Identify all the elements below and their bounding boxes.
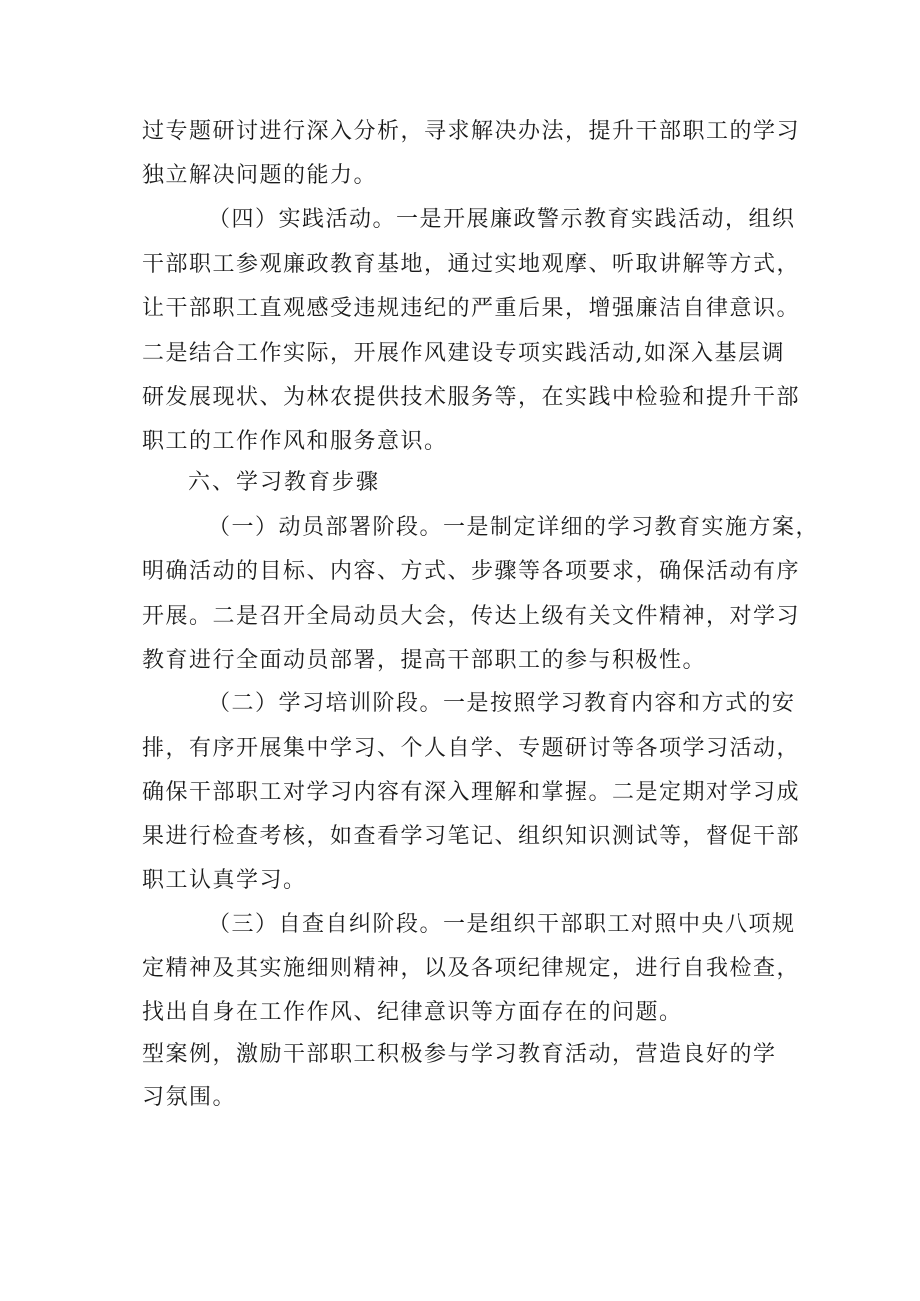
text-line-10: （一）动员部署阶段。一是制定详细的学习教育实施方案， <box>208 515 820 540</box>
text-line-17: 果进行检查考核，如查看学习笔记、组织知识测试等，督促干部 <box>142 824 801 849</box>
text-line-21: 找出自身在工作作风、纪律意识等方面存在的问题。 <box>142 1000 683 1025</box>
text-line-5: 让干部职工直观感受违规违纪的严重后果，增强廉洁自律意识。 <box>142 296 801 321</box>
text-line-18: 职工认真学习。 <box>142 868 307 893</box>
text-line-20: 定精神及其实施细则精神，以及各项纪律规定，进行自我检查， <box>142 956 801 981</box>
text-line-1: 过专题研讨进行深入分析，寻求解决办法，提升干部职工的学习 <box>142 119 801 144</box>
text-line-2: 独立解决问题的能力。 <box>142 163 378 188</box>
text-line-3: （四）实践活动。一是开展廉政警示教育实践活动，组织 <box>208 207 796 232</box>
text-line-13: 教育进行全面动员部署，提高干部职工的参与积极性。 <box>142 648 707 673</box>
text-line-7: 研发展现状、为林农提供技术服务等，在实践中检验和提升干部 <box>142 385 801 410</box>
section-heading: 六、学习教育步骤 <box>188 470 381 495</box>
text-line-15: 排，有序开展集中学习、个人自学、专题研讨等各项学习活动， <box>142 736 801 761</box>
text-line-14: （二）学习培训阶段。一是按照学习教育内容和方式的安 <box>208 691 796 716</box>
text-line-22: 型案例，激励干部职工积极参与学习教育活动，营造良好的学 <box>142 1042 777 1067</box>
text-line-19: （三）自查自纠阶段。一是组织干部职工对照中央八项规 <box>208 912 796 937</box>
text-line-16: 确保干部职工对学习内容有深入理解和掌握。二是定期对学习成 <box>142 780 801 805</box>
text-line-8: 职工的工作作风和服务意识。 <box>142 429 448 454</box>
text-line-12: 开展。二是召开全局动员大会，传达上级有关文件精神，对学习 <box>142 604 801 629</box>
text-line-11: 明确活动的目标、内容、方式、步骤等各项要求，确保活动有序 <box>142 559 801 584</box>
text-line-23: 习氛围。 <box>142 1085 237 1110</box>
text-line-6: 二是结合工作实际，开展作风建设专项实践活动,如深入基层调 <box>142 341 785 366</box>
text-line-4: 干部职工参观廉政教育基地，通过实地观摩、听取讲解等方式， <box>142 252 801 277</box>
